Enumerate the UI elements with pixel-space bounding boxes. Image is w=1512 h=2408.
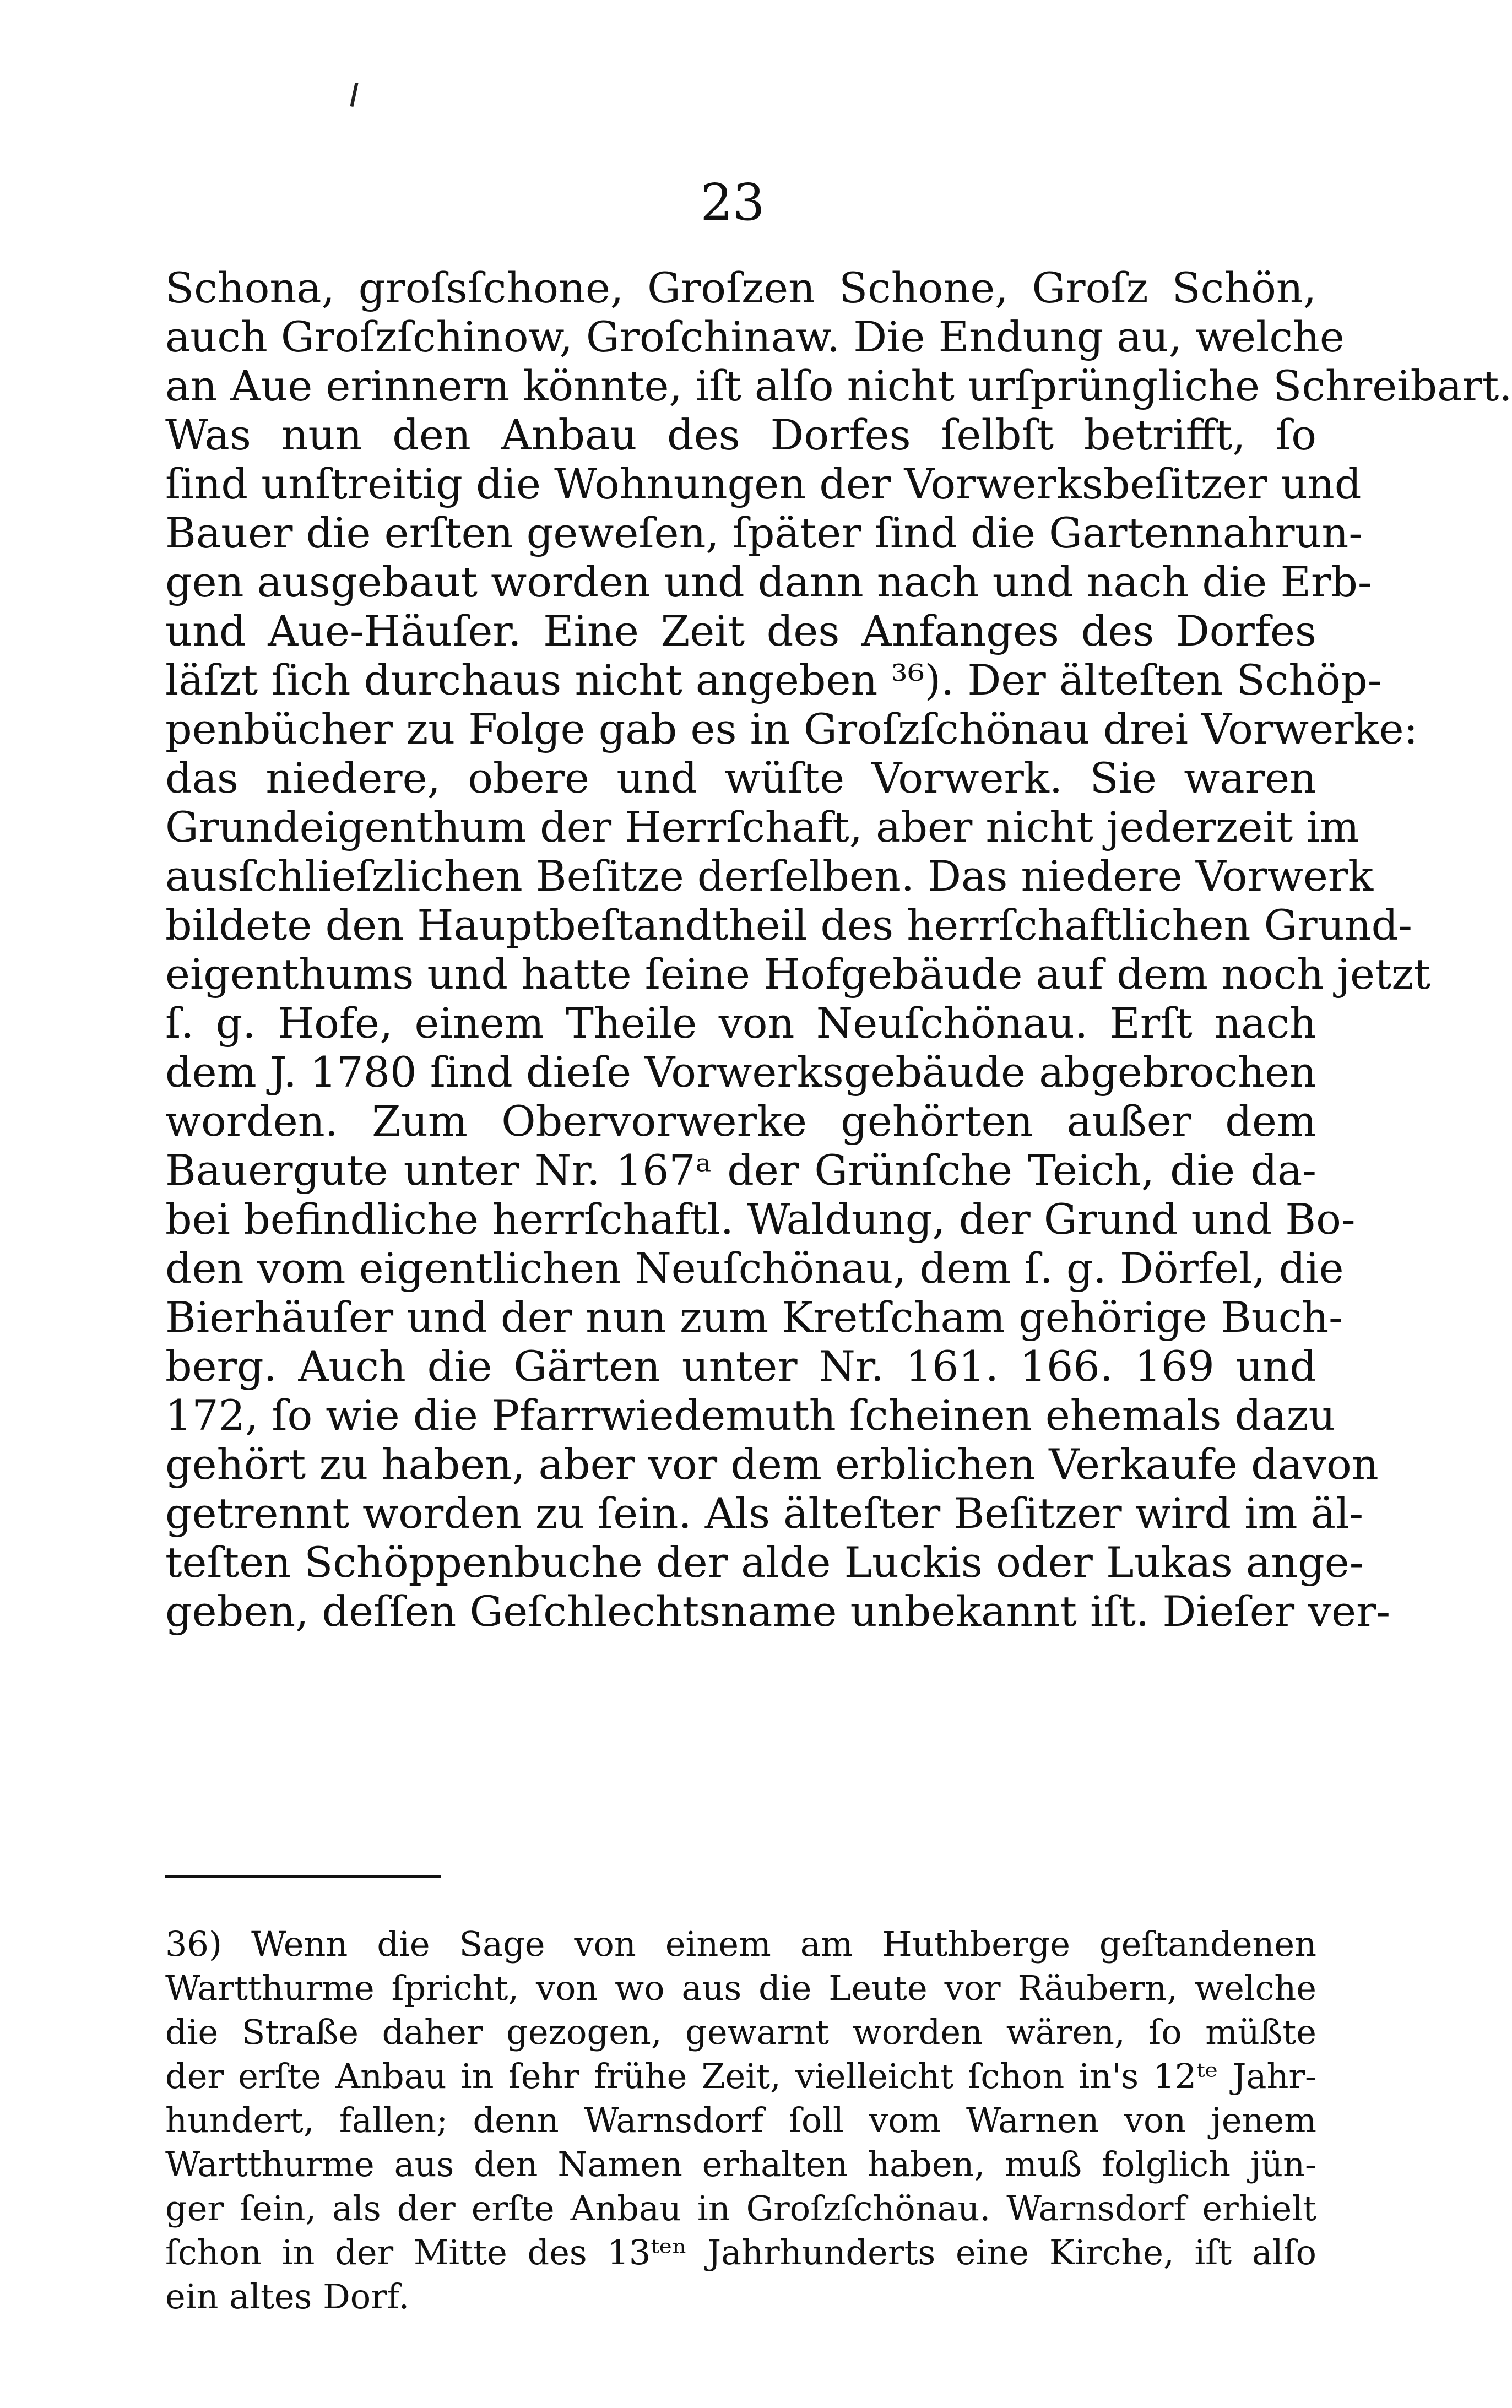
text-line: ausſchlieſzlichen Beſitze derſelben. Das niedere Vorwerk (165, 852, 1374, 901)
footnote-line: Wartthurme aus den Namen erhalten haben, muß folglich jün- (165, 2144, 1316, 2184)
text-line: ſind unſtreitig die Wohnungen der Vorwerksbeſitzer und (165, 459, 1362, 508)
footnote-line: die Straße daher gezogen, gewarnt worden wären, ſo müßte (165, 2012, 1316, 2052)
footnote-line: der erſte Anbau in ſehr frühe Zeit, vielleicht ſchon in's 12ᵗᵉ Jahr- (165, 2056, 1316, 2096)
text-line: berg. Auch die Gärten unter Nr. 161. 166. 169 und (165, 1342, 1316, 1391)
footnote-line: 36) Wenn die Sage von einem am Huthberge geſtandenen (165, 1924, 1316, 1964)
footnote-line: ger ſein, als der erſte Anbau in Groſzſchönau. Warnsdorf erhielt (165, 2188, 1316, 2228)
text-line: auch Groſzſchinow, Groſchinaw. Die Endung au, welche (165, 312, 1345, 361)
text-line: bei befindliche herrſchaftl. Waldung, der Grund und Bo- (165, 1195, 1356, 1244)
text-line: Bauer die erſten geweſen, ſpäter ſind die Gartennahrun- (165, 508, 1363, 557)
text-line: penbücher zu Folge gab es in Groſzſchönau drei Vorwerke: (165, 704, 1418, 753)
text-line: das niedere, obere und wüſte Vorwerk. Sie waren (165, 753, 1316, 802)
text-line: an Aue erinnern könnte, iſt alſo nicht urſprüngliche Schreibart. (165, 361, 1512, 410)
body-text (165, 263, 1512, 1636)
text-line: 172, ſo wie die Pfarrwiedemuth ſcheinen ehemals dazu (165, 1391, 1336, 1440)
text-line: Schona, groſsſchone, Groſzen Schone, Groſz Schön, (165, 263, 1316, 312)
footnote-line: ein altes Dorf. (165, 2276, 410, 2317)
text-line: worden. Zum Obervorwerke gehörten außer dem (165, 1097, 1316, 1146)
footnote (165, 1922, 1316, 2319)
footnote-line: Wartthurme ſpricht, von wo aus die Leute vor Räubern, welche (165, 1968, 1316, 2008)
footnote-line: ſchon in der Mitte des 13ᵗᵉⁿ Jahrhunderts eine Kirche, iſt alſo (165, 2232, 1316, 2273)
print-speck (350, 83, 358, 107)
page-number: 23 (700, 173, 765, 232)
text-line: Bauergute unter Nr. 167ᵃ der Grünſche Teich, die da- (165, 1146, 1316, 1195)
text-line: Bierhäuſer und der nun zum Kretſcham gehörige Buch- (165, 1293, 1343, 1342)
text-line: Grundeigenthum der Herrſchaft, aber nicht jederzeit im (165, 802, 1359, 852)
text-line: den vom eigentlichen Neuſchönau, dem ſ. g. Dörfel, die (165, 1244, 1344, 1293)
text-line: bildete den Hauptbeſtandtheil des herrſchaftlichen Grund- (165, 901, 1412, 950)
text-line: gen ausgebaut worden und dann nach und nach die Erb- (165, 557, 1372, 606)
text-line: ſ. g. Hofe, einem Theile von Neuſchönau. Erſt nach (165, 999, 1316, 1048)
text-line: dem J. 1780 ſind dieſe Vorwerksgebäude abgebrochen (165, 1048, 1316, 1097)
text-line: Was nun den Anbau des Dorfes ſelbſt betrifft, ſo (165, 410, 1316, 459)
text-line: getrennt worden zu ſein. Als älteſter Beſitzer wird im äl- (165, 1489, 1364, 1538)
footnote-divider (165, 1875, 441, 1878)
footnote-line: hundert, fallen; denn Warnsdorf ſoll vom Warnen von jenem (165, 2100, 1316, 2140)
text-line: teſten Schöppenbuche der alde Luckis oder Lukas ange- (165, 1538, 1364, 1587)
text-line: und Aue-Häuſer. Eine Zeit des Anfanges des Dorfes (165, 606, 1316, 655)
text-line: gehört zu haben, aber vor dem erblichen Verkaufe davon (165, 1440, 1379, 1489)
text-line: läſzt ſich durchaus nicht angeben ³⁶). Der älteſten Schöp- (165, 655, 1382, 704)
text-line: geben, deſſen Geſchlechtsname unbekannt iſt. Dieſer ver- (165, 1587, 1391, 1636)
text-line: eigenthums und hatte ſeine Hofgebäude auf dem noch jetzt (165, 950, 1431, 999)
